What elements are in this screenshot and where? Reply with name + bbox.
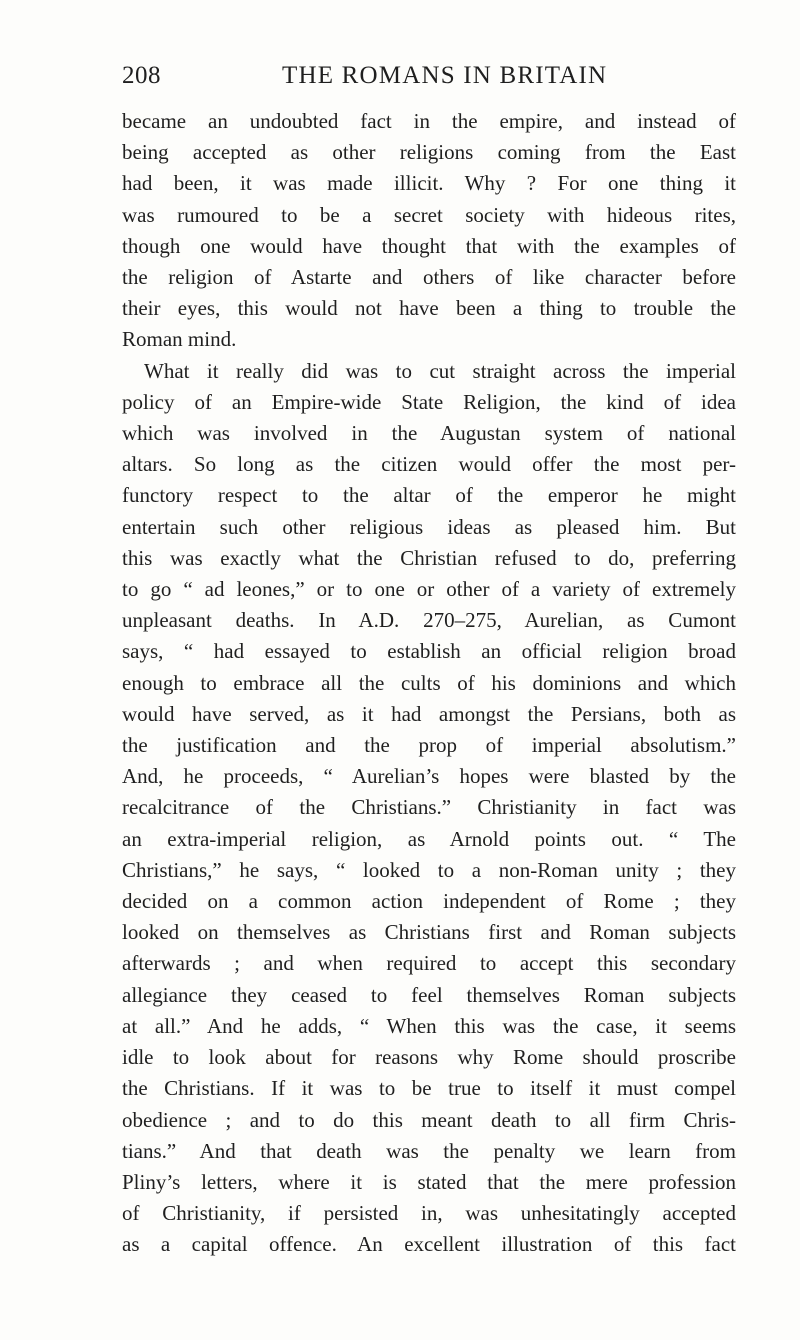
text-line: would have served, as it had amongst the Persians, both as — [122, 701, 736, 726]
text-line: enough to embrace all the cults of his dominions and which — [122, 670, 736, 695]
body-text — [122, 106, 736, 1261]
text-line: policy of an Empire-wide State Religion, the kind of idea — [122, 389, 736, 414]
text-line: looked on themselves as Christians first and Roman subjects — [122, 920, 736, 945]
text-line: idle to look about for reasons why Rome should proscribe — [122, 1045, 736, 1070]
text-line: tians.” And that death was the penalty we learn from — [122, 1138, 736, 1163]
text-line: had been, it was made illicit. Why ? For one thing it — [122, 171, 736, 196]
text-line: being accepted as other religions coming from the East — [122, 140, 736, 165]
text-line: And, he proceeds, “ Aurelian’s hopes were blasted by the — [122, 764, 736, 789]
text-line: altars. So long as the citizen would offer the most per- — [122, 452, 736, 477]
text-line: which was involved in the Augustan system of national — [122, 421, 736, 446]
text-line: the religion of Astarte and others of like character before — [122, 265, 736, 290]
text-line: an extra-imperial religion, as Arnold points out. “ The — [122, 826, 736, 851]
text-line: allegiance they ceased to feel themselves Roman subjects — [122, 982, 736, 1007]
text-line: at all.” And he adds, “ When this was the case, it seems — [122, 1013, 736, 1038]
text-line: unpleasant deaths. In A.D. 270–275, Aurelian, as Cumont — [122, 608, 736, 633]
text-line: to go “ ad leones,” or to one or other of a variety of extremely — [122, 577, 736, 602]
text-line: recalcitrance of the Christians.” Christianity in fact was — [122, 795, 736, 820]
book-page — [122, 62, 736, 1261]
page-number: 208 — [122, 62, 161, 89]
text-line: the justification and the prop of imperial absolutism.” — [122, 733, 736, 758]
running-head — [122, 62, 736, 96]
text-line: as a capital offence. An excellent illustration of this fact — [122, 1232, 736, 1257]
text-line: Roman mind. — [122, 327, 237, 352]
text-line: Pliny’s letters, where it is stated that the mere profession — [122, 1169, 736, 1194]
text-line: says, “ had essayed to establish an official religion broad — [122, 639, 736, 664]
text-line: the Christians. If it was to be true to itself it must compel — [122, 1076, 736, 1101]
text-line: Christians,” he says, “ looked to a non-Roman unity ; they — [122, 857, 736, 882]
text-line: this was exactly what the Christian refused to do, preferring — [122, 545, 736, 570]
text-line: though one would have thought that with the examples of — [122, 233, 736, 258]
text-line: What it really did was to cut straight across the imperial — [144, 358, 736, 383]
text-line: their eyes, this would not have been a thing to trouble the — [122, 296, 736, 321]
text-line: became an undoubted fact in the empire, and instead of — [122, 109, 736, 133]
text-line: decided on a common action independent of Rome ; they — [122, 889, 736, 914]
text-line: was rumoured to be a secret society with hideous rites, — [122, 202, 736, 227]
text-line: obedience ; and to do this meant death to all firm Chris- — [122, 1107, 736, 1132]
text-line: of Christianity, if persisted in, was unhesitatingly accepted — [122, 1201, 736, 1226]
text-line: afterwards ; and when required to accept this secondary — [122, 951, 736, 976]
text-line: functory respect to the altar of the emperor he might — [122, 483, 736, 508]
text-line: entertain such other religious ideas as pleased him. But — [122, 514, 736, 539]
running-title: THE ROMANS IN BRITAIN — [282, 62, 608, 89]
